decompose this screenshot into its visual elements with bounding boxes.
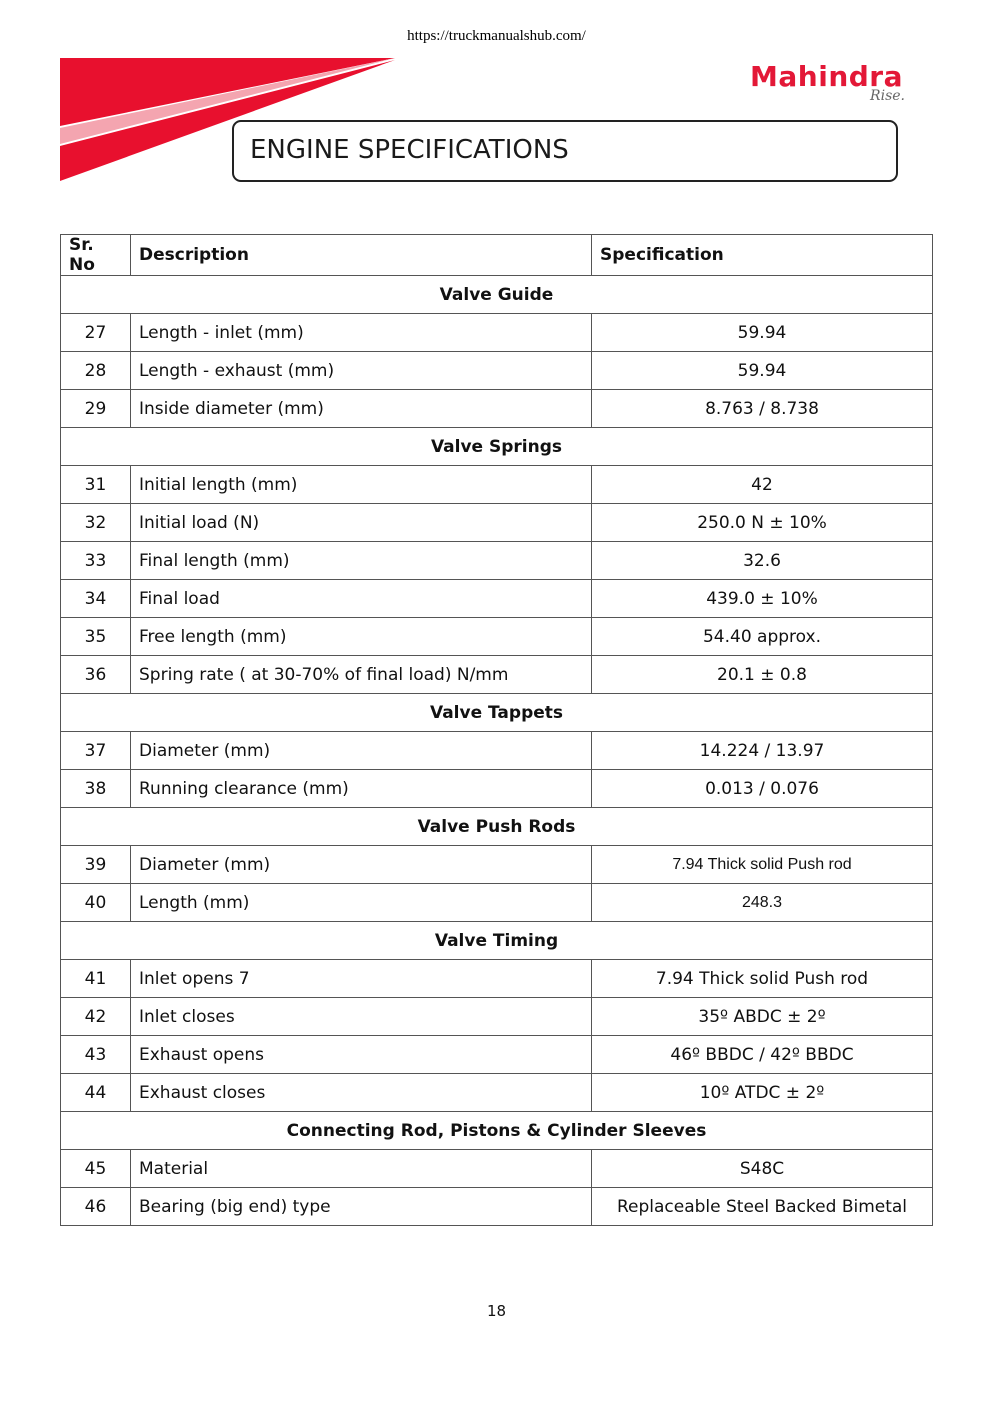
section-row: [61, 276, 933, 314]
specification-cell: 8.763 / 8.738: [592, 390, 933, 428]
table-row: [61, 618, 933, 656]
sr-no-cell: 29: [61, 390, 131, 428]
mahindra-logo: [750, 62, 903, 104]
section-row: [61, 1112, 933, 1150]
specification-cell: 54.40 approx.: [592, 618, 933, 656]
source-url[interactable]: https://truckmanualshub.com/: [407, 28, 586, 44]
table-row: [61, 732, 933, 770]
col-header-description: Description: [131, 235, 592, 276]
sr-no-cell: 39: [61, 846, 131, 884]
description-cell: Final length (mm): [131, 542, 592, 580]
specification-cell: Replaceable Steel Backed Bimetal: [592, 1188, 933, 1226]
specification-cell: 20.1 ± 0.8: [592, 656, 933, 694]
table-row: [61, 352, 933, 390]
description-cell: Bearing (big end) type: [131, 1188, 592, 1226]
table-row: [61, 884, 933, 922]
specification-cell: 42: [592, 466, 933, 504]
description-cell: Free length (mm): [131, 618, 592, 656]
table-row: [61, 390, 933, 428]
sr-no-cell: 44: [61, 1074, 131, 1112]
description-cell: Exhaust opens: [131, 1036, 592, 1074]
specification-cell: 59.94: [592, 352, 933, 390]
sr-no-cell: 31: [61, 466, 131, 504]
specification-cell: 0.013 / 0.076: [592, 770, 933, 808]
brand-tagline: Rise.: [870, 88, 905, 104]
table-row: [61, 580, 933, 618]
sr-no-cell: 42: [61, 998, 131, 1036]
description-cell: Final load: [131, 580, 592, 618]
description-cell: Initial length (mm): [131, 466, 592, 504]
section-title: Valve Push Rods: [61, 808, 933, 846]
description-cell: Inlet opens 7: [131, 960, 592, 998]
sr-no-cell: 32: [61, 504, 131, 542]
table-row: [61, 1150, 933, 1188]
sr-no-cell: 43: [61, 1036, 131, 1074]
section-row: [61, 694, 933, 732]
section-row: [61, 428, 933, 466]
description-cell: Length - exhaust (mm): [131, 352, 592, 390]
col-header-sr-no: Sr. No: [61, 235, 131, 276]
specification-cell: 14.224 / 13.97: [592, 732, 933, 770]
sr-no-cell: 41: [61, 960, 131, 998]
table-row: [61, 1188, 933, 1226]
section-title: Valve Tappets: [61, 694, 933, 732]
section-title: Valve Springs: [61, 428, 933, 466]
page-title: ENGINE SPECIFICATIONS: [250, 135, 569, 165]
section-title: Connecting Rod, Pistons & Cylinder Sleeves: [61, 1112, 933, 1150]
specification-cell: 59.94: [592, 314, 933, 352]
specification-cell: 7.94 Thick solid Push rod: [592, 846, 933, 884]
sr-no-cell: 36: [61, 656, 131, 694]
specification-cell: 46º BBDC / 42º BBDC: [592, 1036, 933, 1074]
sr-no-cell: 37: [61, 732, 131, 770]
description-cell: Spring rate ( at 30-70% of final load) N/mm: [131, 656, 592, 694]
sr-no-cell: 33: [61, 542, 131, 580]
sr-no-cell: 35: [61, 618, 131, 656]
table-row: [61, 504, 933, 542]
sr-no-cell: 34: [61, 580, 131, 618]
sr-no-cell: 28: [61, 352, 131, 390]
table-row: [61, 846, 933, 884]
description-cell: Material: [131, 1150, 592, 1188]
sr-no-cell: 40: [61, 884, 131, 922]
description-cell: Length (mm): [131, 884, 592, 922]
table-row: [61, 998, 933, 1036]
table-row: [61, 960, 933, 998]
page-number: 18: [486, 1302, 507, 1320]
specification-cell: 439.0 ± 10%: [592, 580, 933, 618]
table-row: [61, 1074, 933, 1112]
description-cell: Diameter (mm): [131, 732, 592, 770]
sr-no-cell: 38: [61, 770, 131, 808]
brand-wordmark: Mahindra: [750, 60, 903, 93]
description-cell: Inlet closes: [131, 998, 592, 1036]
description-cell: Exhaust closes: [131, 1074, 592, 1112]
col-header-specification: Specification: [592, 235, 933, 276]
table-row: [61, 656, 933, 694]
spec-table: [60, 234, 933, 1226]
sr-no-cell: 27: [61, 314, 131, 352]
specification-cell: S48C: [592, 1150, 933, 1188]
table-header-row: [61, 235, 933, 276]
specification-cell: 35º ABDC ± 2º: [592, 998, 933, 1036]
specification-cell: 250.0 N ± 10%: [592, 504, 933, 542]
specification-cell: 10º ATDC ± 2º: [592, 1074, 933, 1112]
description-cell: Initial load (N): [131, 504, 592, 542]
table-row: [61, 770, 933, 808]
specification-cell: 7.94 Thick solid Push rod: [592, 960, 933, 998]
section-row: [61, 808, 933, 846]
table-row: [61, 466, 933, 504]
section-row: [61, 922, 933, 960]
table-row: [61, 542, 933, 580]
specification-cell: 248.3: [592, 884, 933, 922]
section-title: Valve Guide: [61, 276, 933, 314]
description-cell: Length - inlet (mm): [131, 314, 592, 352]
title-box: [232, 120, 898, 182]
description-cell: Running clearance (mm): [131, 770, 592, 808]
table-row: [61, 314, 933, 352]
description-cell: Diameter (mm): [131, 846, 592, 884]
table-row: [61, 1036, 933, 1074]
specification-cell: 32.6: [592, 542, 933, 580]
sr-no-cell: 45: [61, 1150, 131, 1188]
description-cell: Inside diameter (mm): [131, 390, 592, 428]
sr-no-cell: 46: [61, 1188, 131, 1226]
section-title: Valve Timing: [61, 922, 933, 960]
